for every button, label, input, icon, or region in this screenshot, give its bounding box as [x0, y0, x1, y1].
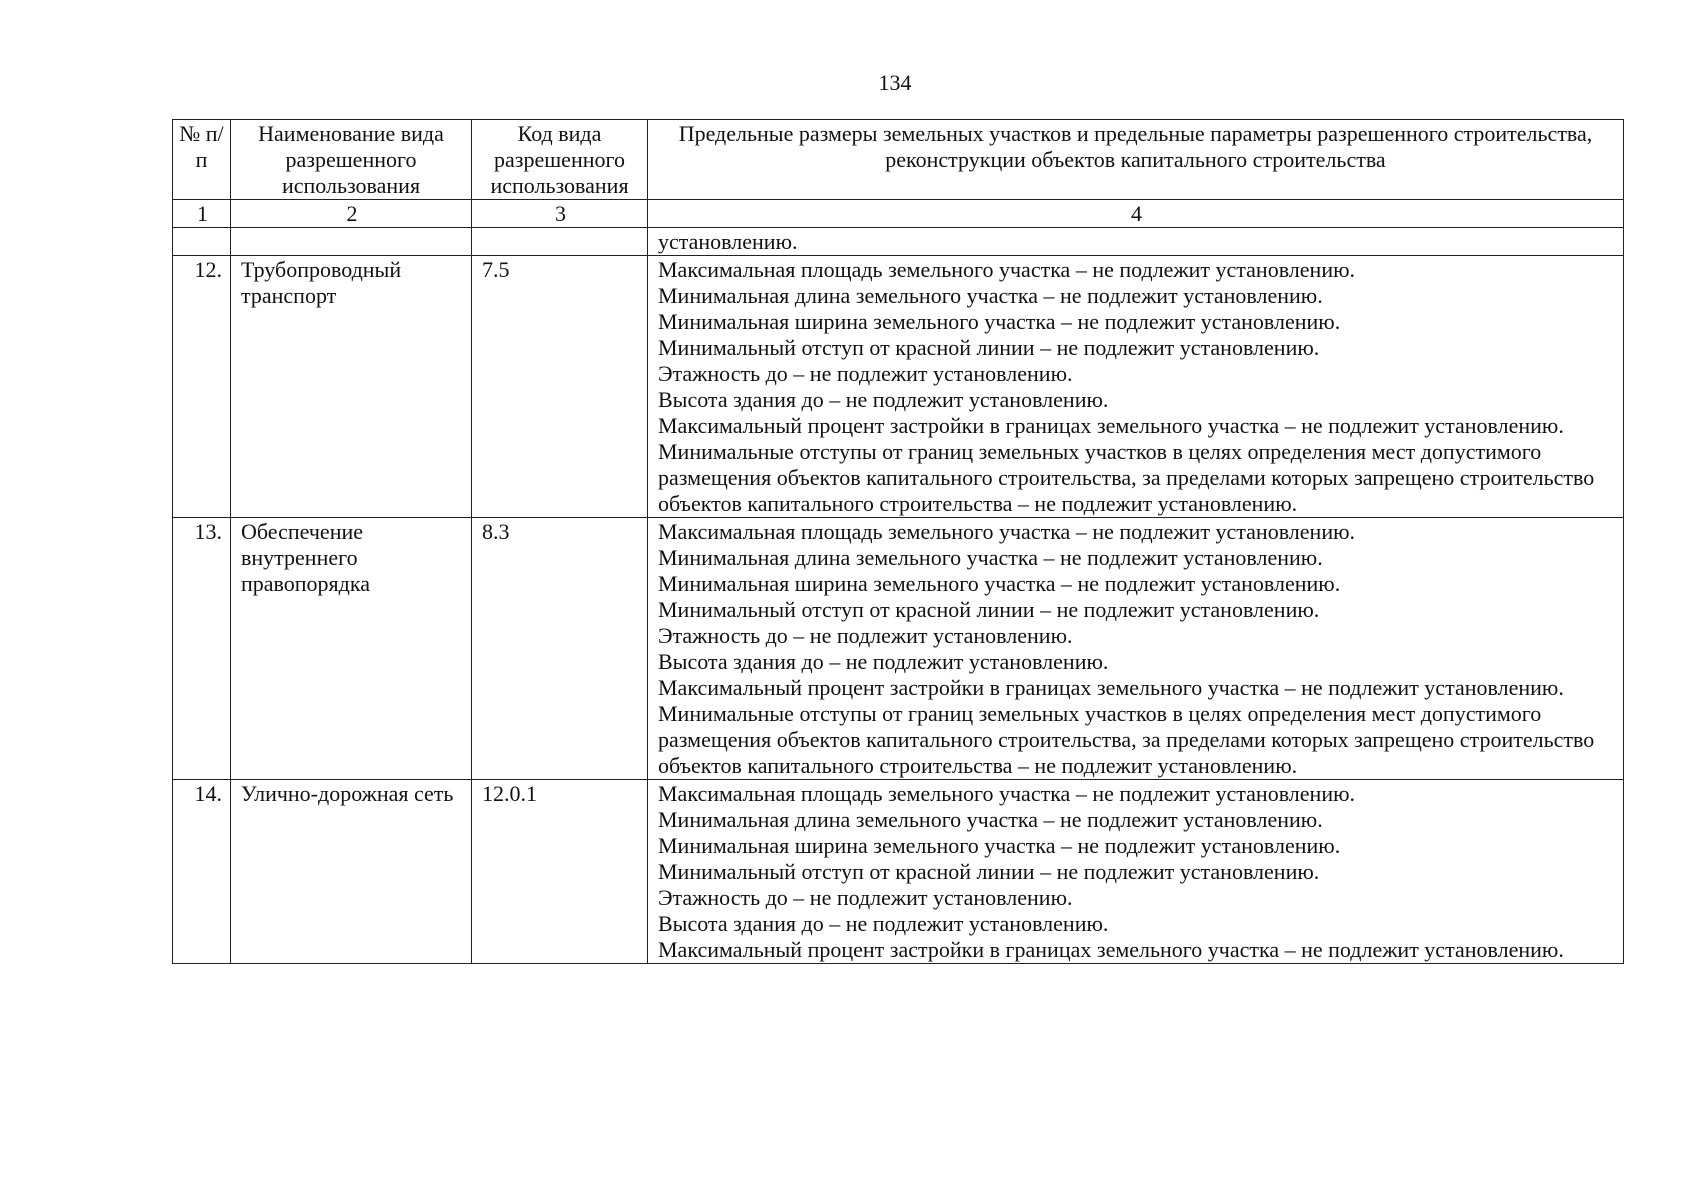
header-use-name: Наименование вида разрешенного использования — [231, 120, 472, 200]
parameter-line: Минимальная длина земельного участка – не подлежит установлению. — [658, 545, 1323, 570]
parameter-line: Минимальный отступ от красной линии – не подлежит установлению. — [658, 335, 1320, 360]
column-number: 1 — [173, 200, 231, 228]
parameter-line: Высота здания до – не подлежит установлению. — [658, 387, 1109, 412]
table-row — [173, 256, 1624, 518]
parameter-line: Высота здания до – не подлежит установлению. — [658, 649, 1109, 674]
use-name: Трубопроводный транспорт — [231, 256, 472, 518]
parameter-line: Минимальные отступы от границ земельных участков в целях определения мест допустимого размещения объектов капитального строительства, за пределами которых запрещено строительство объектов капитального строительства – не подлежит установлению. — [658, 439, 1595, 516]
use-code: 7.5 — [472, 256, 648, 518]
column-number: 3 — [472, 200, 648, 228]
parameter-line: Минимальная ширина земельного участка – не подлежит установлению. — [658, 833, 1341, 858]
parameter-line: Минимальная ширина земельного участка – не подлежит установлению. — [658, 309, 1341, 334]
cell-empty — [231, 228, 472, 256]
parameter-line: Минимальные отступы от границ земельных участков в целях определения мест допустимого размещения объектов капитального строительства, за пределами которых запрещено строительство объектов капитального строительства – не подлежит установлению. — [658, 701, 1595, 778]
header-parameters: Предельные размеры земельных участков и предельные параметры разрешенного строительства, реконструкции объектов капитального строительства — [648, 120, 1624, 200]
cell-empty — [472, 228, 648, 256]
parameter-line: Этажность до – не подлежит установлению. — [658, 361, 1073, 386]
column-number: 2 — [231, 200, 472, 228]
parameter-line: Минимальный отступ от красной линии – не подлежит установлению. — [658, 597, 1320, 622]
table-header-row — [173, 120, 1624, 200]
parameter-line: Максимальный процент застройки в границах земельного участка – не подлежит установлению. — [658, 937, 1564, 962]
parameter-line: Минимальная ширина земельного участка – не подлежит установлению. — [658, 571, 1341, 596]
row-number: 13. — [173, 518, 231, 780]
row-number: 14. — [173, 780, 231, 964]
header-use-code: Код вида разрешенного использования — [472, 120, 648, 200]
parameter-line: Максимальный процент застройки в границах земельного участка – не подлежит установлению. — [658, 413, 1564, 438]
parameter-line: Максимальная площадь земельного участка – не подлежит установлению. — [658, 257, 1356, 282]
column-number: 4 — [648, 200, 1624, 228]
parameter-line: Максимальная площадь земельного участка – не подлежит установлению. — [658, 781, 1356, 806]
parameter-line: Минимальный отступ от красной линии – не подлежит установлению. — [658, 859, 1320, 884]
use-code: 8.3 — [472, 518, 648, 780]
continuation-row — [173, 228, 1624, 256]
parameter-line: Минимальная длина земельного участка – не подлежит установлению. — [658, 807, 1323, 832]
use-name: Обеспечение внутреннего правопорядка — [231, 518, 472, 780]
table-row — [173, 780, 1624, 964]
table-row — [173, 518, 1624, 780]
land-use-parameters-table — [172, 119, 1624, 964]
use-code: 12.0.1 — [472, 780, 648, 964]
parameters-cell — [648, 518, 1624, 780]
column-number-row — [173, 200, 1624, 228]
row-number: 12. — [173, 256, 231, 518]
parameter-line: Максимальный процент застройки в границах земельного участка – не подлежит установлению. — [658, 675, 1564, 700]
parameter-line: Максимальная площадь земельного участка – не подлежит установлению. — [658, 519, 1356, 544]
parameter-line: Этажность до – не подлежит установлению. — [658, 885, 1073, 910]
parameters-cell — [648, 256, 1624, 518]
parameter-line: Этажность до – не подлежит установлению. — [658, 623, 1073, 648]
continuation-text: установлению. — [648, 228, 1624, 256]
parameters-cell — [648, 780, 1624, 964]
header-number: № п/п — [173, 120, 231, 200]
parameter-line: Высота здания до – не подлежит установлению. — [658, 911, 1109, 936]
use-name: Улично-дорожная сеть — [231, 780, 472, 964]
parameter-line: Минимальная длина земельного участка – не подлежит установлению. — [658, 283, 1323, 308]
cell-empty — [173, 228, 231, 256]
page-number: 134 — [878, 70, 912, 95]
